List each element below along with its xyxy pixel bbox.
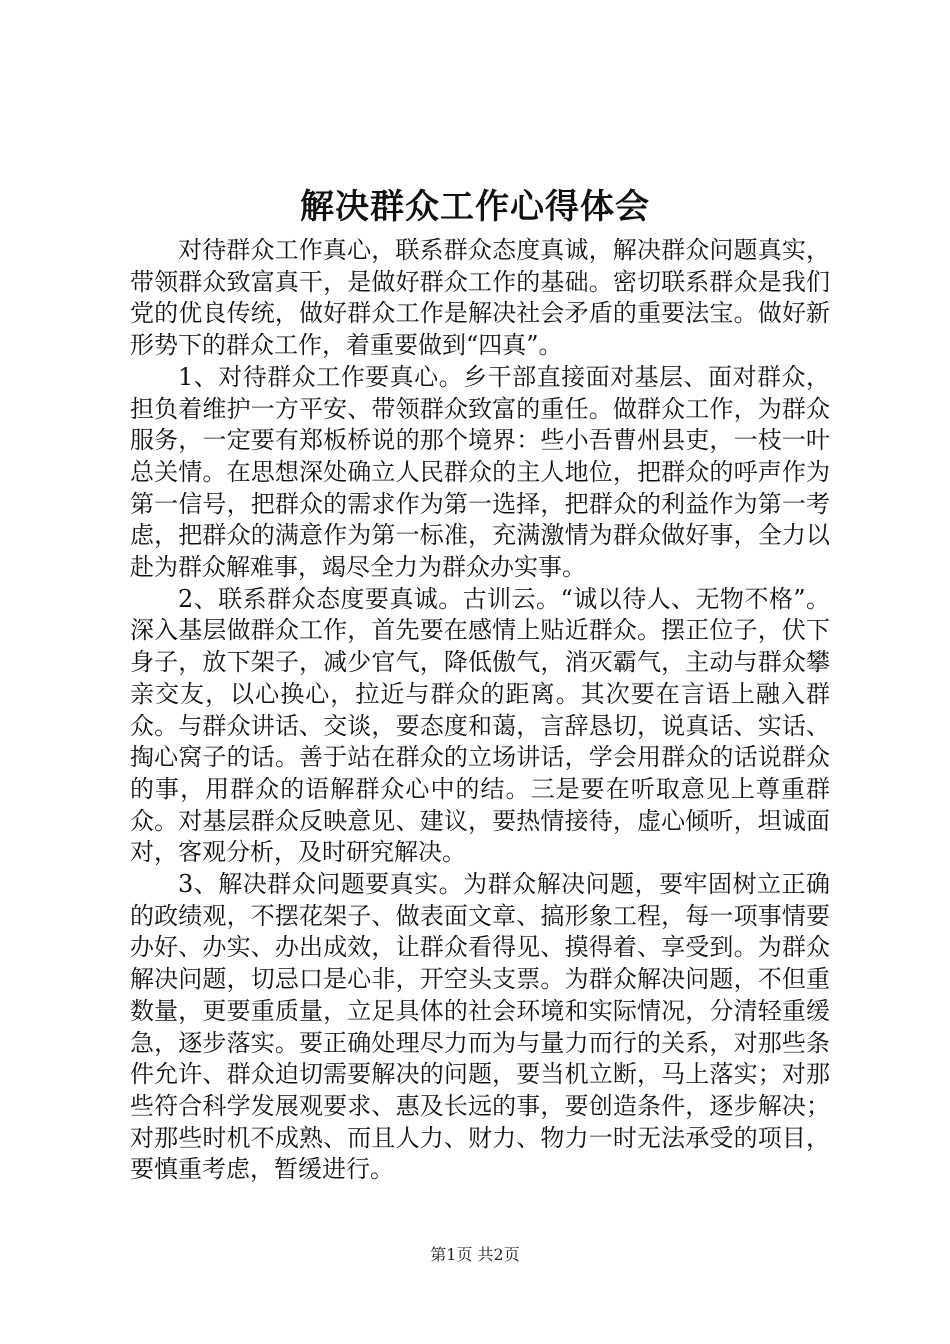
section-2-paragraph: 2、联系群众态度要真诚。古训云。“诚以待人、无物不格”。深入基层做群众工作，首先要在感情上贴近群众。摆正位子，伏下身子，放下架子，减少官气，降低傲气，消灭霸气，主动与群众攀亲交友，以心换心，拉近与群众的距离。其次要在言语上融入群众。与群众讲话、交谈，要态度和蔼，言辞恳切，说真话、实话、掏心窝子的话。善于站在群众的立场讲话，学会用群众的话说群众的事，用群众的语解群众心中的结。三是要在听取意见上尊重群众。对基层群众反映意见、建议，要热情接待，虚心倾听，坦诚面对，客观分析，及时研究解决。 xyxy=(130,584,830,867)
page-number-footer: 第1页 共2页 xyxy=(430,1245,520,1264)
document-title: 解决群众工作心得体会 xyxy=(300,187,650,227)
document-body xyxy=(130,235,830,1186)
section-1-paragraph: 1、对待群众工作要真心。乡干部直接面对基层、面对群众，担负着维护一方平安、带领群众致富的重任。做群众工作，为群众服务，一定要有郑板桥说的那个境界：些小吾曹州县吏，一枝一叶总关情。在思想深处确立人民群众的主人地位，把群众的呼声作为第一信号，把群众的需求作为第一选择，把群众的利益作为第一考虑，把群众的满意作为第一标准，充满激情为群众做好事，全力以赴为群众解难事，竭尽全力为群众办实事。 xyxy=(130,362,830,582)
section-3-paragraph: 3、解决群众问题要真实。为群众解决问题，要牢固树立正确的政绩观，不摆花架子、做表面文章、搞形象工程，每一项事情要办好、办实、办出成效，让群众看得见、摸得着、享受到。为群众解决问题，切忌口是心非，开空头支票。为群众解决问题，不但重数量，更要重质量，立足具体的社会环境和实际情况，分清轻重缓急，逐步落实。要正确处理尽力而为与量力而行的关系，对那些条件允许、群众迫切需要解决的问题，要当机立断，马上落实；对那些符合科学发展观要求、惠及长远的事，要创造条件，逐步解决；对那些时机不成熟、而且人力、财力、物力一时无法承受的项目，要慎重考虑，暂缓进行。 xyxy=(130,870,830,1184)
intro-paragraph: 对待群众工作真心，联系群众态度真诚，解决群众问题真实，带领群众致富真干，是做好群众工作的基础。密切联系群众是我们党的优良传统，做好群众工作是解决社会矛盾的重要法宝。做好新形势下的群众工作，着重要做到“四真”。 xyxy=(130,236,830,360)
